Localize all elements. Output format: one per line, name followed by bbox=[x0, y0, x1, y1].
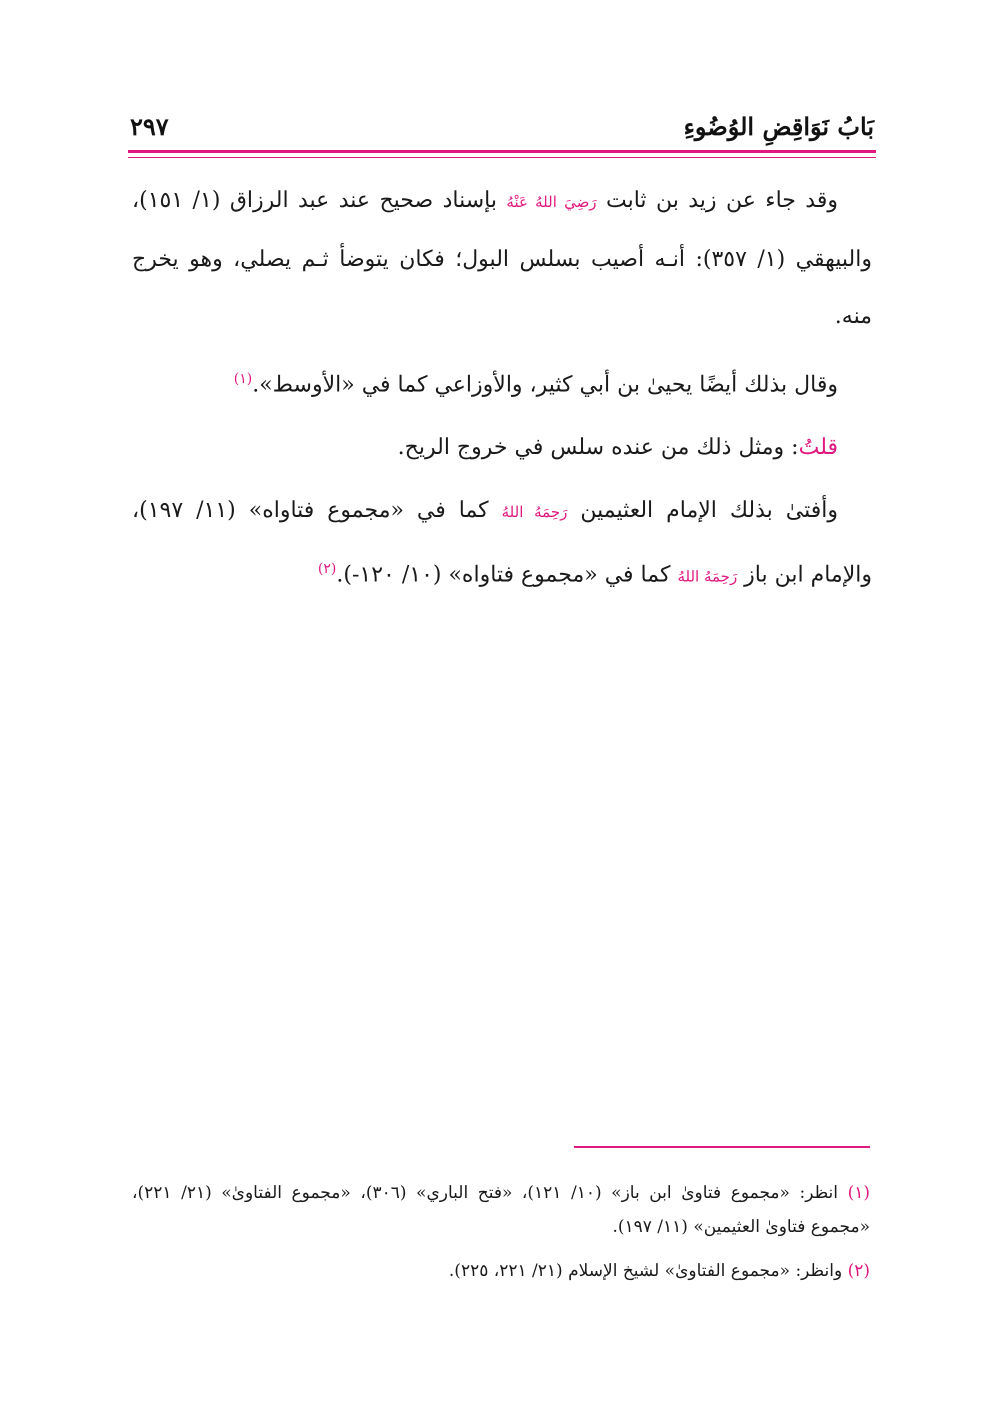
paragraph-text: كما في «مجموع فتاواه» (١١/ ١٩٧)، والإمام ابن باز bbox=[132, 498, 872, 588]
paragraph-text: بإسناد صحيح عند عبد الرزاق (١/ ١٥١)، والبيهقي (١/ ٣٥٧): أنـه أصيب بسلس البول؛ فكان يتوضأ ثـم يصلي، وهو يخرج منه. bbox=[132, 188, 872, 329]
footnote-text: وانظر: «مجموع الفتاوىٰ» لشيخ الإسلام (٢١/ ٢٢١، ٢٢٥). bbox=[448, 1261, 843, 1281]
page-number: ٢٩٧ bbox=[130, 112, 169, 141]
paragraph-zaid-bin-thabit bbox=[132, 172, 872, 345]
page-header bbox=[128, 112, 876, 152]
footnote-separator bbox=[574, 1146, 870, 1148]
paragraph-text: : ومثل ذلك من عنده سلس في خروج الريح. bbox=[397, 435, 799, 461]
footnote-text: انظر: «مجموع فتاوىٰ ابن باز» (١٠/ ١٢١)، «فتح الباري» (٣٠٦)، «مجموع الفتاوىٰ» (٢١/ ٢٢١)، «مجموع فتاوىٰ العثيمين» (١١/ ١٩٧). bbox=[132, 1183, 870, 1237]
paragraph-yahya bbox=[132, 351, 872, 413]
honorific-mark: رَضِيَ اللهُ عَنْهُ bbox=[506, 193, 597, 211]
footnote-ref-1[interactable]: (١) bbox=[233, 371, 253, 387]
footnote-ref-2[interactable]: (٢) bbox=[317, 561, 337, 578]
honorific-mark: رَحِمَهُ اللهُ bbox=[677, 567, 738, 586]
paragraph-text: وأفتىٰ بذلك الإمام العثيمين bbox=[567, 498, 838, 524]
footnotes bbox=[132, 1176, 870, 1298]
paragraph-text: كما في «مجموع فتاواه» (١٠/ ١٢٠-). bbox=[336, 562, 678, 588]
honorific-mark: رَحِمَهُ اللهُ bbox=[501, 503, 568, 522]
header-rule-thin bbox=[128, 157, 876, 158]
paragraph-text: وقد جاء عن زيد بن ثابت bbox=[596, 188, 838, 213]
main-text bbox=[132, 172, 872, 606]
footnote-number: (١) bbox=[847, 1183, 870, 1203]
footnote-number: (٢) bbox=[847, 1261, 870, 1281]
footnote-1 bbox=[132, 1176, 870, 1244]
chapter-title: بَابُ نَوَاقِضِ الوُضُوءِ bbox=[683, 112, 874, 141]
qultu-highlight: قلتُ bbox=[798, 435, 838, 461]
paragraph-text: وقال بذلك أيضًا يحيىٰ بن أبي كثير، والأوزاعي كما في «الأوسط». bbox=[252, 372, 838, 398]
header-rule-thick bbox=[128, 150, 876, 153]
paragraph-qultu bbox=[132, 419, 872, 476]
footnote-2 bbox=[132, 1254, 870, 1288]
paragraph-fatwa bbox=[132, 482, 872, 605]
